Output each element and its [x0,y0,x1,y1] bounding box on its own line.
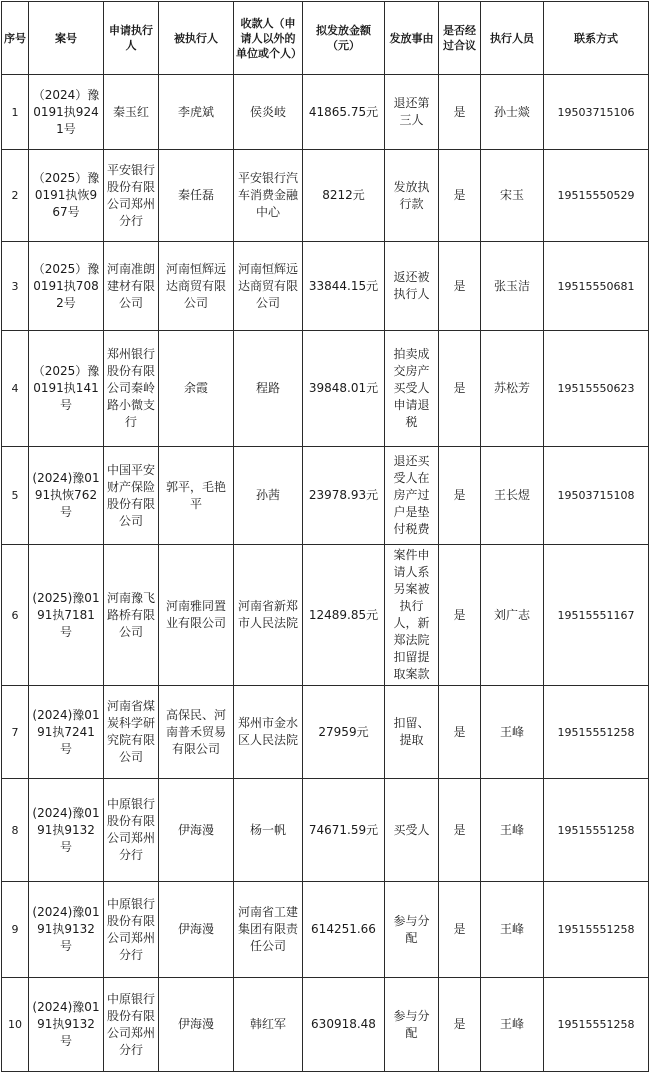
cell-contact: 19515551258 [544,978,649,1072]
cell-officer: 王峰 [481,779,544,882]
table-row [2,882,649,978]
cell-council: 是 [439,331,481,447]
cell-case-number: （2025）豫0191执恢967号 [29,150,104,242]
table-row [2,242,649,331]
cell-reason: 参与分配 [385,978,439,1072]
cell-amount: 23978.93元 [303,447,385,545]
cell-council: 是 [439,75,481,150]
cell-respondent: 伊海漫 [159,779,234,882]
table-row [2,331,649,447]
cell-no: 7 [2,686,29,779]
cell-payee: 河南恒辉远达商贸有限公司 [234,242,303,331]
table-row [2,150,649,242]
cell-officer: 王峰 [481,978,544,1072]
cell-case-number: (2025)豫0191执7181号 [29,545,104,686]
cell-officer: 张玉洁 [481,242,544,331]
header-reason: 发放事由 [385,2,439,75]
cell-applicant: 郑州银行股份有限公司秦岭路小微支行 [104,331,159,447]
cell-amount: 8212元 [303,150,385,242]
cell-respondent: 伊海漫 [159,882,234,978]
cell-applicant: 中原银行股份有限公司郑州分行 [104,882,159,978]
cell-applicant: 中国平安财产保险股份有限公司 [104,447,159,545]
cell-applicant: 河南省煤炭科学研究院有限公司 [104,686,159,779]
cell-council: 是 [439,779,481,882]
cell-contact: 19503715106 [544,75,649,150]
cell-reason: 案件申请人系另案被执行人，新郑法院扣留提取案款 [385,545,439,686]
cell-respondent: 伊海漫 [159,978,234,1072]
header-no: 序号 [2,2,29,75]
cell-payee: 程路 [234,331,303,447]
cell-respondent: 李虎斌 [159,75,234,150]
header-respondent: 被执行人 [159,2,234,75]
cell-council: 是 [439,882,481,978]
cell-reason: 拍卖成交房产买受人申请退税 [385,331,439,447]
cell-contact: 19515550623 [544,331,649,447]
cell-contact: 19503715108 [544,447,649,545]
cell-payee: 侯炎岐 [234,75,303,150]
cell-no: 3 [2,242,29,331]
header-applicant: 申请执行人 [104,2,159,75]
cell-payee: 郑州市金水区人民法院 [234,686,303,779]
cell-case-number: (2024)豫0191执9132号 [29,779,104,882]
cell-applicant: 中原银行股份有限公司郑州分行 [104,978,159,1072]
cell-respondent: 高保民、河南普禾贸易有限公司 [159,686,234,779]
cell-case-number: （2025）豫0191执7082号 [29,242,104,331]
cell-officer: 孙士燚 [481,75,544,150]
disbursement-table [1,1,649,1072]
cell-case-number: （2025）豫0191执141号 [29,331,104,447]
header-amount: 拟发放金额（元） [303,2,385,75]
cell-respondent: 秦任磊 [159,150,234,242]
cell-council: 是 [439,447,481,545]
cell-payee: 孙茜 [234,447,303,545]
cell-applicant: 河南准朗建材有限公司 [104,242,159,331]
cell-no: 6 [2,545,29,686]
cell-no: 8 [2,779,29,882]
cell-case-number: （2024）豫0191执9241号 [29,75,104,150]
cell-amount: 74671.59元 [303,779,385,882]
cell-applicant: 秦玉红 [104,75,159,150]
cell-applicant: 河南豫飞路桥有限公司 [104,545,159,686]
cell-council: 是 [439,242,481,331]
cell-applicant: 平安银行股份有限公司郑州分行 [104,150,159,242]
cell-amount: 12489.85元 [303,545,385,686]
cell-officer: 宋玉 [481,150,544,242]
cell-respondent: 河南雅同置业有限公司 [159,545,234,686]
cell-applicant: 中原银行股份有限公司郑州分行 [104,779,159,882]
table-row [2,779,649,882]
cell-reason: 参与分配 [385,882,439,978]
header-row [2,2,649,75]
cell-amount: 33844.15元 [303,242,385,331]
cell-officer: 刘广志 [481,545,544,686]
cell-council: 是 [439,978,481,1072]
header-payee: 收款人（申请人以外的单位或个人） [234,2,303,75]
cell-officer: 王峰 [481,686,544,779]
cell-amount: 39848.01元 [303,331,385,447]
cell-no: 4 [2,331,29,447]
cell-reason: 返还被执行人 [385,242,439,331]
table-row [2,686,649,779]
cell-amount: 41865.75元 [303,75,385,150]
cell-no: 5 [2,447,29,545]
table-row [2,545,649,686]
cell-respondent: 河南恒辉远达商贸有限公司 [159,242,234,331]
cell-payee: 韩红军 [234,978,303,1072]
cell-council: 是 [439,150,481,242]
cell-reason: 扣留、提取 [385,686,439,779]
cell-no: 9 [2,882,29,978]
cell-contact: 19515550681 [544,242,649,331]
cell-contact: 19515551258 [544,882,649,978]
cell-payee: 平安银行汽车消费金融中心 [234,150,303,242]
header-council: 是否经过合议 [439,2,481,75]
cell-contact: 19515550529 [544,150,649,242]
cell-contact: 19515551258 [544,779,649,882]
cell-reason: 退还买受人在房产过户是垫付税费 [385,447,439,545]
cell-no: 2 [2,150,29,242]
cell-amount: 27959元 [303,686,385,779]
cell-case-number: (2024)豫0191执7241号 [29,686,104,779]
cell-payee: 河南省新郑市人民法院 [234,545,303,686]
table-row [2,75,649,150]
cell-payee: 河南省工建集团有限责任公司 [234,882,303,978]
header-contact: 联系方式 [544,2,649,75]
cell-contact: 19515551167 [544,545,649,686]
cell-reason: 买受人 [385,779,439,882]
cell-reason: 发放执行款 [385,150,439,242]
header-case-number: 案号 [29,2,104,75]
table-row [2,447,649,545]
cell-amount: 614251.66 [303,882,385,978]
cell-no: 1 [2,75,29,150]
cell-reason: 退还第三人 [385,75,439,150]
cell-case-number: (2024)豫0191执恢762号 [29,447,104,545]
cell-respondent: 余霞 [159,331,234,447]
cell-contact: 19515551258 [544,686,649,779]
cell-amount: 630918.48 [303,978,385,1072]
cell-council: 是 [439,686,481,779]
cell-officer: 苏松芳 [481,331,544,447]
cell-case-number: (2024)豫0191执9132号 [29,978,104,1072]
cell-payee: 杨一帆 [234,779,303,882]
cell-case-number: (2024)豫0191执9132号 [29,882,104,978]
table-row [2,978,649,1072]
cell-officer: 王峰 [481,882,544,978]
header-officer: 执行人员 [481,2,544,75]
cell-respondent: 郭平，毛艳平 [159,447,234,545]
cell-council: 是 [439,545,481,686]
cell-officer: 王长煜 [481,447,544,545]
cell-no: 10 [2,978,29,1072]
